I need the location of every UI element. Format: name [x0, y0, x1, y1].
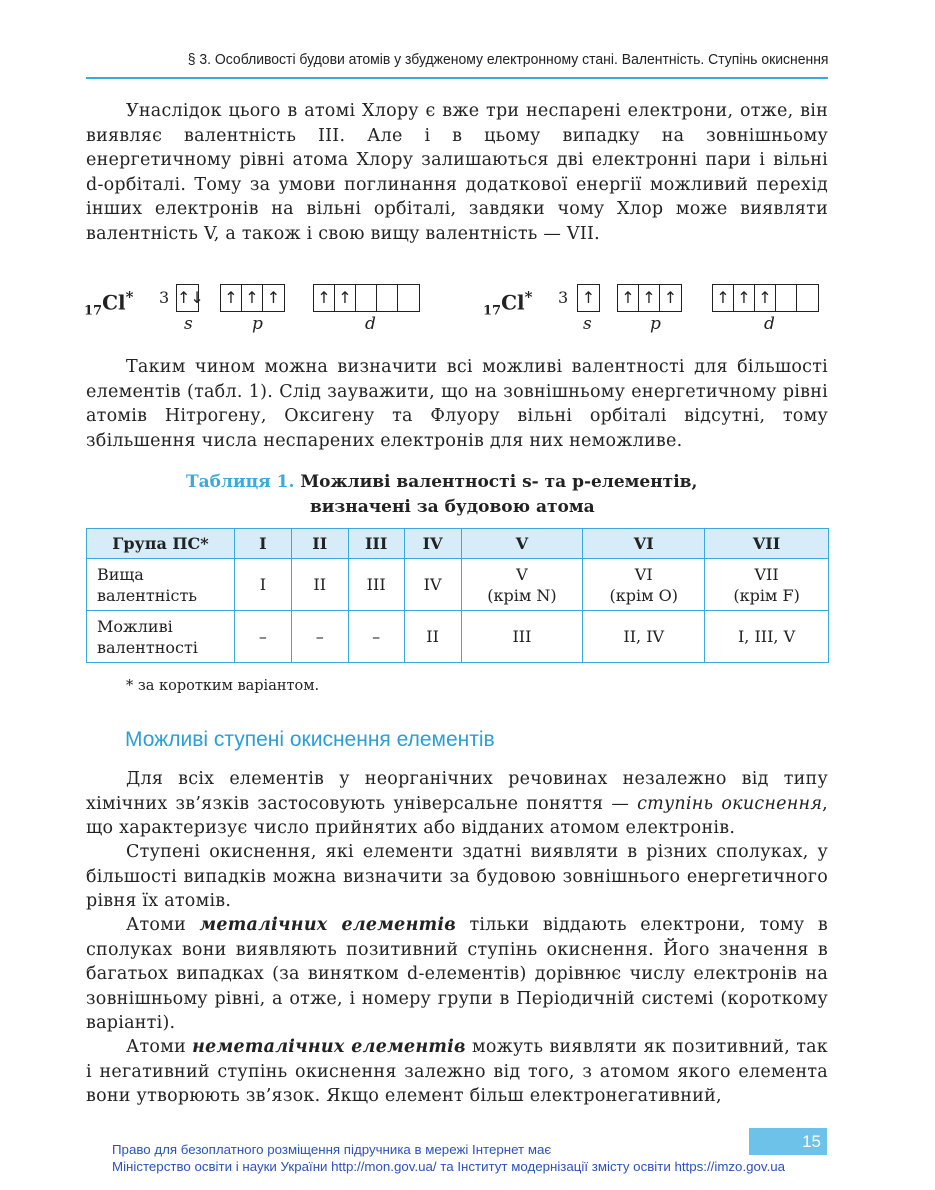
table-cell: III [461, 611, 583, 663]
element-symbol: $_{17}$Cl* [84, 288, 134, 319]
electron-config-1 [84, 284, 444, 340]
page-number: 15 [749, 1128, 827, 1155]
table-cell: VI (крім O) [583, 559, 705, 611]
p-label: p [252, 314, 263, 334]
table-cell: I, III, V [705, 611, 829, 663]
table-row [87, 611, 829, 663]
table-header: I [234, 529, 291, 559]
d-orbital-boxes: ↑ ↑ ↑ [712, 284, 819, 312]
table-cell: V (крім N) [461, 559, 583, 611]
paragraph-4: Ступені окиснення, які елементи здатні виявляти в різних сполуках, у більшості випадків можна визначити за будовою зовнішнього енергетичного рівня їх атомів. [86, 842, 828, 911]
table-header: Група ПС* [87, 529, 235, 559]
table-header: V [461, 529, 583, 559]
table-footnote: * за коротким варіантом. [126, 678, 320, 694]
table-header-row [87, 529, 829, 559]
paragraph-3: Для всіх елементів у неорганічних речовинах незалежно від типу хімічних зв’язків застосовують універсальне поняття — ступінь окиснення, що характеризує число прийнятих або відданих атомом електронів. [86, 769, 828, 838]
d-orbital-boxes: ↑ ↑ [313, 284, 420, 312]
table-cell: III [348, 559, 404, 611]
section-heading: Можливі ступені окиснення елементів [125, 728, 495, 751]
d-label: d [764, 314, 775, 334]
table-number: Таблиця 1. [186, 472, 295, 492]
row-label: Вища валентність [87, 559, 235, 611]
table-caption: Таблиця 1. Можливі валентності s- та p-елементів, визначені за будовою атома [186, 472, 698, 517]
table-cell: II [291, 559, 348, 611]
valence-table [86, 528, 829, 663]
energy-level: 3 [159, 288, 170, 307]
table-cell: II [404, 611, 461, 663]
p-orbital-boxes: ↑ ↑ ↑ [617, 284, 682, 312]
running-header [86, 49, 828, 79]
energy-level: 3 [558, 288, 569, 307]
electron-config-2 [483, 284, 843, 340]
term-nonmetal-elements: неметалічних елементів [192, 1037, 466, 1057]
running-title: § 3. Особливості будови атомів у збудженому електронному стані. Валентність. Ступінь окиснення [187, 51, 828, 68]
s-orbital-boxes: ↑ [577, 284, 600, 312]
table-header: IV [404, 529, 461, 559]
table-cell: I [234, 559, 291, 611]
s-orbital-boxes: ↑↓ [176, 284, 199, 312]
element-symbol: $_{17}$Cl* [483, 288, 533, 319]
p-label: p [650, 314, 661, 334]
term-oxidation-state: ступінь окиснення [637, 793, 823, 814]
table-cell: II, IV [583, 611, 705, 663]
table-cell: – [234, 611, 291, 663]
table-header: II [291, 529, 348, 559]
table-row [87, 559, 829, 611]
p-orbital-boxes: ↑ ↑ ↑ [220, 284, 285, 312]
s-label: s [184, 314, 193, 334]
table-header: VI [583, 529, 705, 559]
s-label: s [583, 314, 592, 334]
paragraph-6: Атоми неметалічних елементів можуть виявляти як позитивний, так і негативний ступінь окиснення залежно від того, з атомом якого елемента вони утворюють зв’язок. Якщо елемент більш електронегативний, [86, 1037, 828, 1106]
table-header: VII [705, 529, 829, 559]
table-header: III [348, 529, 404, 559]
table-cell: – [348, 611, 404, 663]
paragraph-5: Атоми металічних елементів тільки віддають електрони, тому в сполуках вони виявляють позитивний ступінь окиснення. Його значення в багатьох випадках (за винятком d-елементів) дорівнює числу електронів на зовнішньому рівні, а отже, і номеру групи в Періодичній системі (короткому варіанті). [86, 915, 828, 1033]
table-cell: – [291, 611, 348, 663]
copyright-notice: Право для безоплатного розміщення підручника в мережі Інтернет має Міністерство освіти і науки України http://mon.gov.ua/ та Інститут модернізації змісту освіти https://imzo.gov.ua [112, 1142, 786, 1174]
table-cell: IV [404, 559, 461, 611]
paragraph-1: Унаслідок цього в атомі Хлору є вже три неспарені електрони, отже, він виявляє валентність III. Але і в цьому випадку на зовнішньому енергетичному рівні атома Хлору залишаються дві електронні пари і вільні d-орбіталі. Тому за умови поглинання додаткової енергії можливий перехід інших електронів на вільні орбіталі, завдяки чому Хлор може виявляти валентність V, а також і свою вищу валентність — VII. [86, 101, 828, 244]
term-metal-elements: металічних елементів [199, 915, 456, 935]
table-cell: VII (крім F) [705, 559, 829, 611]
d-label: d [365, 314, 376, 334]
paragraph-2: Таким чином можна визначити всі можливі валентності для більшості елементів (табл. 1). Слід зауважити, що на зовнішньому енергетичному рівні атомів Нітрогену, Оксигену та Флуору вільні орбіталі відсутні, тому збільшення числа неспарених електронів для них неможливе. [86, 357, 828, 451]
row-label: Можливі валентності [87, 611, 235, 663]
